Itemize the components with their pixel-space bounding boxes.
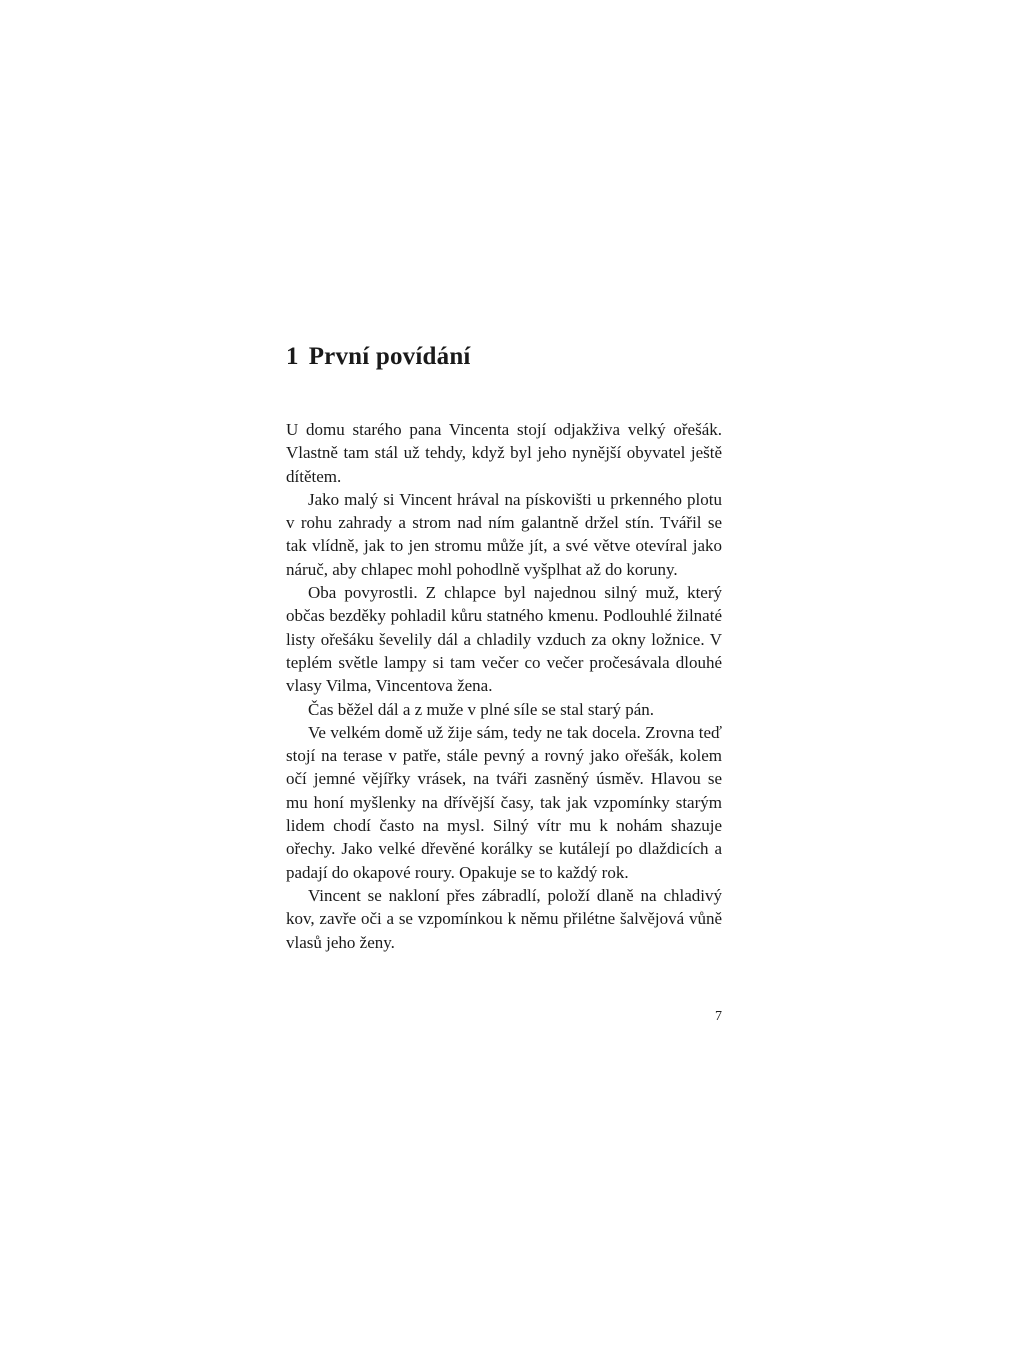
paragraph-6: Vincent se nakloní přes zábradlí, položí dlaně na chladivý kov, zavře oči a se vzpomínkou k němu přilétne šalvějová vůně vlasů jeho ženy. <box>286 885 722 952</box>
paragraph-4: Čas běžel dál a z muže v plné síle se stal starý pán. <box>308 699 655 719</box>
paragraph-2: Jako malý si Vincent hrával na pískovišti u prkenného plotu v rohu zahrady a strom nad ním galantně držel stín. Tvářil se tak vlídně, jak to jen stromu může jít, a své větve otevíral jako náruč, aby chlapec mohl pohodlně vyšplhat až do koruny. <box>286 489 722 579</box>
page-number: 7 <box>715 1009 722 1024</box>
chapter-text <box>286 418 722 954</box>
paragraph-3: Oba povyrostli. Z chlapce byl najednou silný muž, který občas bezděky pohladil kůru statného kmenu. Podlouhlé žilnaté listy ořešáku ševelily dál a chladily vzduch za okny ložnice. V teplém světle lampy si tam večer co večer pročesávala dlouhé vlasy Vilma, Vincentova žena. <box>286 583 722 696</box>
paragraph-5: Ve velkém domě už žije sám, tedy ne tak docela. Zrovna teď stojí na terase v patře, stále pevný a rovný jako ořešák, kolem očí jemné vějířky vrásek, na tváři zasněný úsměv. Hlavou se mu honí myšlenky na dřívější časy, tak jak vzpomínky starým lidem chodí často na mysl. Silný vítr mu k nohám shazuje ořechy. Jako velké dřevěné korálky se kutálejí po dlaždicích a padají do okapové roury. Opakuje se to každý rok. <box>286 722 722 882</box>
chapter-number: 1 <box>286 343 299 370</box>
chapter-heading <box>286 340 726 374</box>
paragraph-1: U domu starého pana Vincenta stojí odjakživa velký ořešák. Vlastně tam stál už tehdy, když byl jeho nynější obyvatel ještě dítětem. <box>286 420 722 486</box>
chapter-title: První povídání <box>308 343 471 370</box>
